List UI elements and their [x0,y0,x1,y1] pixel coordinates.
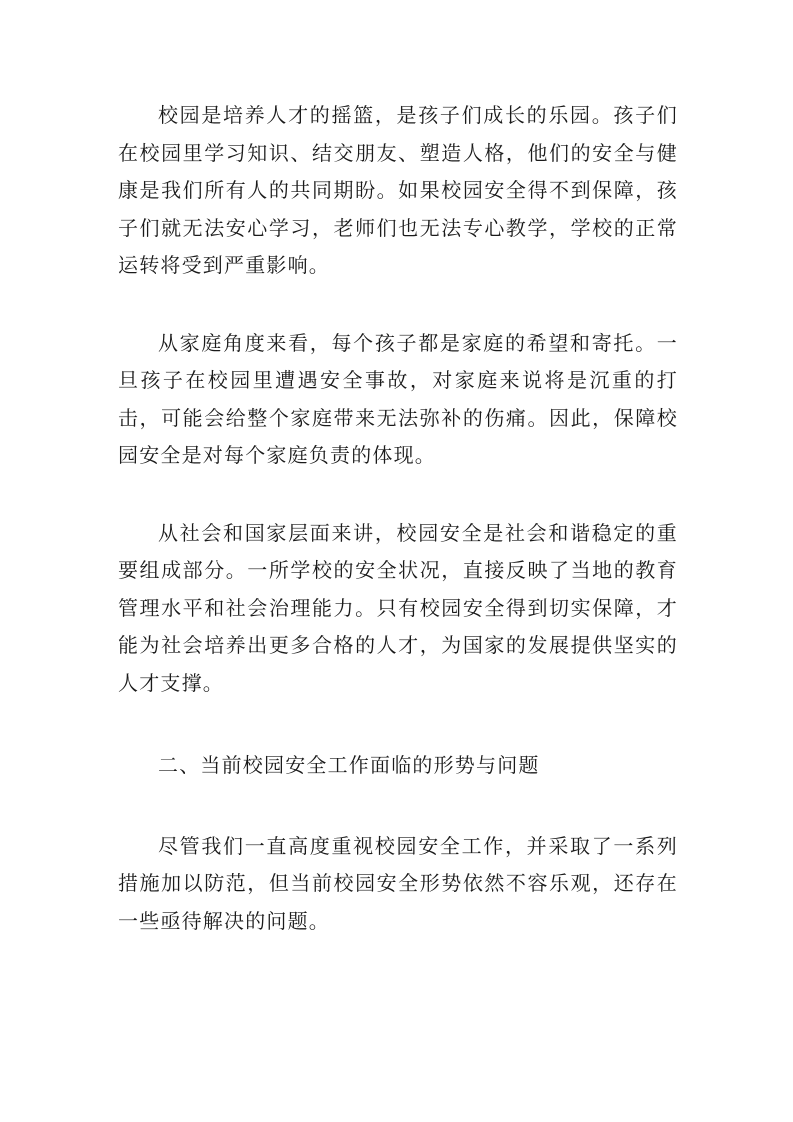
paragraph-family-perspective: 从家庭角度来看，每个孩子都是家庭的希望和寄托。一旦孩子在校园里遭遇安全事故，对家庭来说将是沉重的打击，可能会给整个家庭带来无法弥补的伤痛。因此，保障校园安全是对每个家庭负责的体现。 [118,330,678,467]
paragraph-current-situation: 尽管我们一直高度重视校园安全工作，并采取了一系列措施加以防范，但当前校园安全形势依然不容乐观，还存在一些亟待解决的问题。 [118,833,678,933]
paragraph-society-perspective: 从社会和国家层面来讲，校园安全是社会和谐稳定的重要组成部分。一所学校的安全状况，直接反映了当地的教育管理水平和社会治理能力。只有校园安全得到切实保障，才能为社会培养出更多合格的人才，为国家的发展提供坚实的人才支撑。 [118,520,678,695]
paragraph-campus-importance: 校园是培养人才的摇篮，是孩子们成长的乐园。孩子们在校园里学习知识、结交朋友、塑造人格，他们的安全与健康是我们所有人的共同期盼。如果校园安全得不到保障，孩子们就无法安心学习，老师们也无法专心教学，学校的正常运转将受到严重影响。 [118,103,678,277]
document-body [118,97,678,940]
section-heading: 二、当前校园安全工作面临的形势与问题 [158,753,540,777]
